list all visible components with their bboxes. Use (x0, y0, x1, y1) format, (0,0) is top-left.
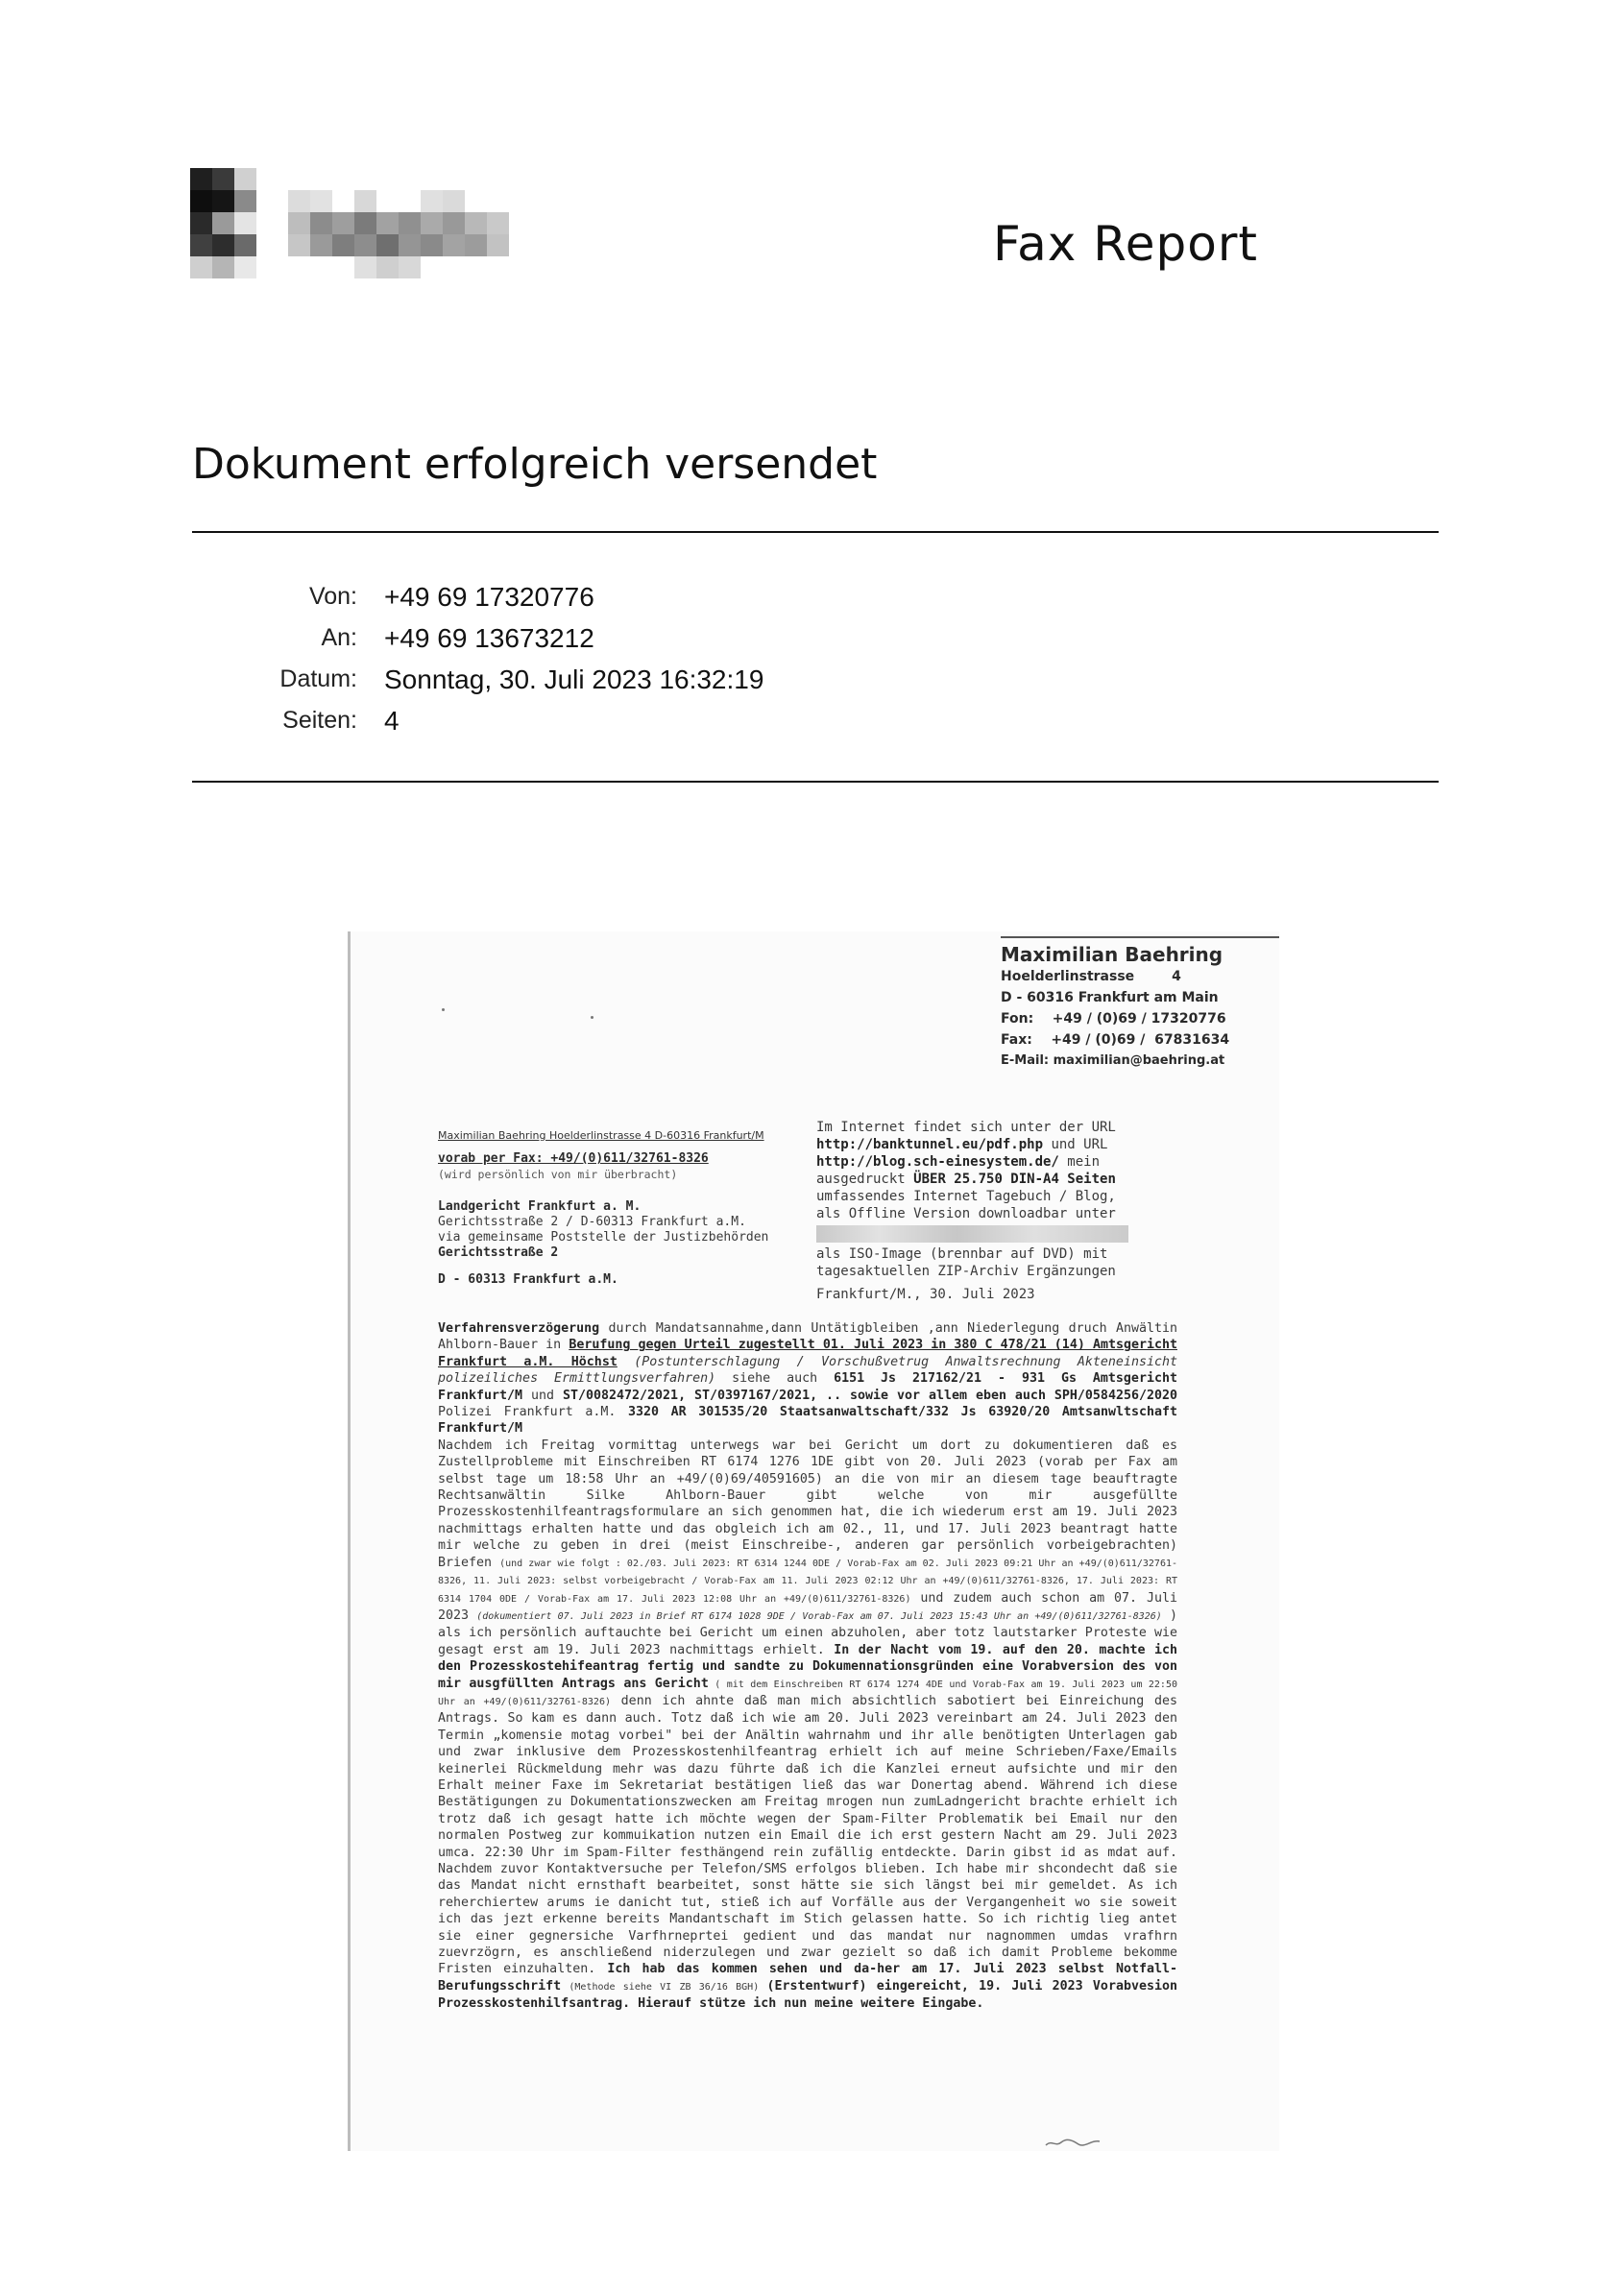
logo-pixel (190, 234, 212, 256)
note-line: als ISO-Image (brennbar auf DVD) mit (816, 1246, 1108, 1262)
body-text: Verfahrensverzögerung (438, 1321, 600, 1336)
court-city: D - 60313 Frankfurt a.M. (438, 1272, 618, 1287)
body-text: Nachdem ich Freitag vormittag unterwegs war bei Gericht um dort zu dokumentieren daß es Zustellprobleme mit Einschreiben RT 6174 1276 1DE gibt von 20. Juli 2023 (vorab per Fax am selbst tage um 18:58 Uhr an +49/(0)69/40591605) an die von mir an diesem tage beauftragte Rechtsanwältin Silke Ahlborn-Bauer gibt welche von mir ausgefüllte Prozesskostenhilfeantragsformulare an sich genommen hat, die ich wiederum erst am 19. Juli 2023 nachmittags erhalten hatte und das obgleich ich am 02., 11, und 17. Juli 2023 beantragt hatte mir welche zu geben in drei (meist Einschreibe-, anderen gar persönlich vorbeigebrachten) Briefen (438, 1438, 1177, 1570)
sender-name: Maximilian Baehring (1001, 943, 1223, 966)
logo-pixel (310, 234, 332, 256)
note-line: umfassendes Internet Tagebuch / Blog, (816, 1189, 1116, 1204)
body-text: Ich hab das kommen sehen und da-her am 17. Juli 2023 selbst Notfall-Berufungsschrift (438, 1962, 1177, 1994)
meta-row-pages (192, 700, 1056, 741)
body-text: denn ich ahnte daß man mich absichtlich sabotiert bei Einreichung des Antrags. So kam es dann auch. Totz daß ich wie am 20. Juli 2023 vereinbart am 24. Juli 2023 den Termin „komensie motag vorbei" bei der Anältin wahrnahm und ihr alle benötigten Unterlagen gab und zwar inklusive dem Prozesskostenhilfeantrag erhielt ich auf meine Schrieben/Faxe/Emails keinerlei Rückmeldung mehr was dazu führte daß ich die Kanzlei erneut aufsichte und mir den Erhalt meiner Faxe im Sekretariat bestätigen ließ das war Donertag abend. Während ich diese Bestätigungen zu Dokumentationszwecken am Freitag mrogen nun zumLadngericht brachte erhielt ich trotz daß ich gesagt hatte ich möchte wegen der Spam-Filter Problematik bei Email nur den normalen Postweg zur kommuikation nutzen ein Email die ich erst gestern Nacht am 29. Juli 2023 umca. 22:30 Uhr im Spam-Filter festhängend rein zufällig entdeckte. Darin gibst id as mdat auf. Nachdem zuvor Kontaktversuche per Telefon/SMS erfolgos blieben. Ich habe mir shcondecht daß sie das Mandat nicht ernsthaft bearbeitet, sonst hätte sie sich längst bei mir gemeldet. As ich reherchiertew arums ie danicht tut, stieß ich auf Vorfälle aus der Vergangenheit wo sie soweit ich das jezt erkenne bereits Mandantschaft im Stich gelassen hatte. So ich richtig lieg antet sie einer gegnersiche Varfhrneprtei gedient und das mandat nur nagnommen umdas vrafhrn zuevrzögrn, es anschließend niderzulegen und zwar gezielt so daß ich damit Probleme bekomme Fristen einzuhalten. (438, 1693, 1177, 1977)
internet-note (816, 1119, 1200, 1303)
meta-row-date (192, 659, 1056, 700)
body-text: (und zwar wie folgt : 02./03. Juli 2023: RT 6314 1244 0DE / Vorab-Fax am 02. Juli 2023 09:21 Uhr an +49/(0)611/32761-8326, 11. Juli 2023: selbst vorbeigebracht / Vorab-Fax am 11. Juli 2023 02:12 Uhr an +49/(0)611/32761-8326, 17. Juli 2023: RT 6314 1704 0DE / Vorab-Fax am 17. Juli 2023 12:08 Uhr an +49/(0)611/32761-8326) (438, 1558, 1178, 1605)
divider-bottom (192, 781, 1439, 783)
body-text: siehe auch (715, 1371, 835, 1387)
logo-pixel (421, 190, 443, 212)
meta-row-from (192, 576, 1056, 617)
sender-letterhead (1001, 943, 1229, 1072)
logo-pixel (421, 212, 443, 234)
note-line: als Offline Version downloadbar unter (816, 1206, 1116, 1221)
logo-pixel (399, 234, 421, 256)
fax-note: (wird persönlich von mir überbracht) (438, 1168, 678, 1181)
logo-pixel (212, 212, 234, 234)
logo-pixel (190, 190, 212, 212)
recipient-address (438, 1128, 851, 1288)
body-text: (Postunterschlagung / Vorschußvetrug Anwaltsrechnung Akteneinsicht polizeiliches Ermittlungsverfahren) (438, 1354, 1177, 1387)
sender-email: E-Mail: maximilian@baehring.at (1001, 1053, 1225, 1068)
logo-pixel (288, 212, 310, 234)
note-bold: ÜBER 25.750 DIN-A4 Seiten (913, 1172, 1116, 1187)
body-paragraph (438, 1438, 1177, 2013)
note-line: mein (1058, 1154, 1101, 1170)
logo-pixel (354, 234, 376, 256)
divider-top (192, 531, 1439, 533)
logo-pixel (212, 190, 234, 212)
note-line: ausgedruckt (816, 1172, 914, 1187)
body-text: (Methode siehe VI ZB 36/16 BGH) (561, 1981, 767, 1993)
body-text: und (522, 1388, 563, 1403)
body-text: 3320 AR 301535/20 Staatsanwaltschaft/332 Js 63920/20 Amtsanwltschaft Frankfurt/M (438, 1405, 1178, 1437)
logo-pixel (399, 212, 421, 234)
note-line: Im Internet findet sich unter der URL (816, 1120, 1116, 1135)
body-text: (Erstentwurf) eingereicht, 19. Juli 2023 Vorabvesion Prozesskostenhilfsantrag. Hierauf stütze ich nun meine weitere Eingabe. (438, 1978, 1177, 2012)
meta-label: Von: (308, 583, 357, 610)
logo-pixel (310, 212, 332, 234)
body-text: Berufung gegen Urteil zugestellt 01. Juli 2023 in 380 C 478/21 (14) Amtsgericht Frankfurt a.M. Höchst (438, 1338, 1177, 1369)
logo-pixel (234, 256, 256, 278)
logo-pixel (399, 256, 421, 278)
scan-speck (591, 1016, 593, 1019)
meta-value: Sonntag, 30. Juli 2023 16:32:19 (384, 664, 764, 694)
logo-pixel (376, 212, 399, 234)
body-text: Polizei Frankfurt a.M. (438, 1405, 628, 1420)
body-text: ( mit dem Einschreiben RT 6174 1274 4DE und Vorab-Fax am 19. Juli 2023 um 22:50 Uhr an +49/(0)611/32761-8326) (438, 1679, 1177, 1707)
report-title: Fax Report (992, 216, 1258, 272)
logo-pixel (310, 190, 332, 212)
meta-value: +49 69 17320776 (384, 581, 594, 612)
logo-pixel (234, 168, 256, 190)
body-text: In der Nacht vom 19. auf den 20. machte ich den Prozesskostehifeantrag fertig und sandte zu Dokumennationsgründen eine Vorabversion des von mir ausgfüllten Antrags ans Gericht (438, 1642, 1177, 1691)
meta-value: +49 69 13673212 (384, 622, 594, 653)
blog-url: http://blog.sch-einesystem.de/ (816, 1154, 1059, 1170)
return-address-line: Maximilian Baehring Hoelderlinstrasse 4 D-60316 Frankfurt/M (438, 1129, 764, 1142)
body-text: ST/0082472/2021, ST/0397167/2021, .. sowie vor allem eben auch SPH/0584256/2020 (562, 1388, 1177, 1403)
court-via: via gemeinsame Poststelle der Justizbehörden (438, 1230, 769, 1245)
meta-label: An: (321, 624, 357, 651)
scan-speck (442, 1008, 445, 1011)
logo-pixel (487, 212, 509, 234)
logo-pixel (443, 212, 465, 234)
redacted-url (816, 1225, 1128, 1243)
note-line: tagesaktuellen ZIP-Archiv Ergänzungen (816, 1264, 1116, 1279)
court-address: Gerichtsstraße 2 / D-60313 Frankfurt a.M. (438, 1215, 746, 1229)
letter-body (438, 1320, 1177, 2013)
meta-label: Datum: (279, 665, 357, 692)
body-text: durch Mandatsannahme,dann Untätigbleiben ,ann Niederlegung druch Anwältin Ahlborn-Bauer in (438, 1321, 1177, 1353)
logo-pixel (421, 234, 443, 256)
body-paragraph (438, 1320, 1177, 1438)
scan-edge (1001, 936, 1279, 938)
note-line: und URL (1043, 1137, 1108, 1152)
sender-fax: Fax: +49 / (0)69 / 67831634 (1001, 1032, 1230, 1048)
fax-metadata (192, 576, 1056, 741)
blog-url: http://banktunnel.eu/pdf.php (816, 1137, 1044, 1152)
body-text: und zudem auch schon am 07. Juli 2023 (438, 1590, 1177, 1623)
logo-pixel (190, 256, 212, 278)
logo-pixel (487, 234, 509, 256)
status-headline: Dokument erfolgreich versendet (192, 440, 878, 489)
logo-pixel (332, 212, 354, 234)
logo-pixel (354, 190, 376, 212)
logo-pixel (234, 234, 256, 256)
logo-pixel (190, 212, 212, 234)
meta-label: Seiten: (282, 707, 357, 734)
meta-row-to (192, 617, 1056, 659)
body-text: (dokumentiert 07. Juli 2023 in Brief RT 6174 1028 9DE / Vorab-Fax am 07. Juli 2023 15:43 Uhr an +49/(0)611/32761-8326) (476, 1610, 1162, 1622)
meta-value: 4 (384, 705, 400, 736)
logo-pixel (465, 212, 487, 234)
letter-date: Frankfurt/M., 30. Juli 2023 (816, 1287, 1035, 1302)
logo-pixel (234, 212, 256, 234)
signature-scribble-icon (1044, 2137, 1102, 2148)
logo-pixel (212, 256, 234, 278)
court-name: Landgericht Frankfurt a. M. (438, 1199, 642, 1214)
sender-phone: Fon: +49 / (0)69 / 17320776 (1001, 1011, 1226, 1027)
body-text: 6151 Js 217162/21 - 931 Gs Amtsgericht Frankfurt/M (438, 1371, 1177, 1403)
logo-pixel (376, 256, 399, 278)
logo-pixel (288, 190, 310, 212)
body-text: ) als ich persönlich auftauchte bei Gericht um einen abzuholen, aber totz lautstarker Proteste wie gesagt erst am 19. Juli 2023 nachmittags erhielt. (438, 1607, 1178, 1657)
blurred-logo-icon (190, 168, 618, 302)
logo-pixel (332, 234, 354, 256)
logo-pixel (288, 234, 310, 256)
logo-pixel (443, 190, 465, 212)
court-street: Gerichtsstraße 2 (438, 1245, 559, 1260)
fax-line: vorab per Fax: +49/(0)611/32761-8326 (438, 1151, 709, 1166)
logo-pixel (354, 256, 376, 278)
scan-edge (348, 931, 351, 2151)
logo-pixel (190, 168, 212, 190)
logo-pixel (376, 234, 399, 256)
sender-street: Hoelderlinstrasse 4 (1001, 969, 1181, 984)
logo-pixel (234, 190, 256, 212)
logo-pixel (465, 234, 487, 256)
logo-pixel (354, 212, 376, 234)
logo-pixel (212, 168, 234, 190)
logo-pixel (443, 234, 465, 256)
sender-city: D - 60316 Frankfurt am Main (1001, 990, 1219, 1005)
scanned-page-preview (348, 931, 1279, 2151)
logo-pixel (212, 234, 234, 256)
